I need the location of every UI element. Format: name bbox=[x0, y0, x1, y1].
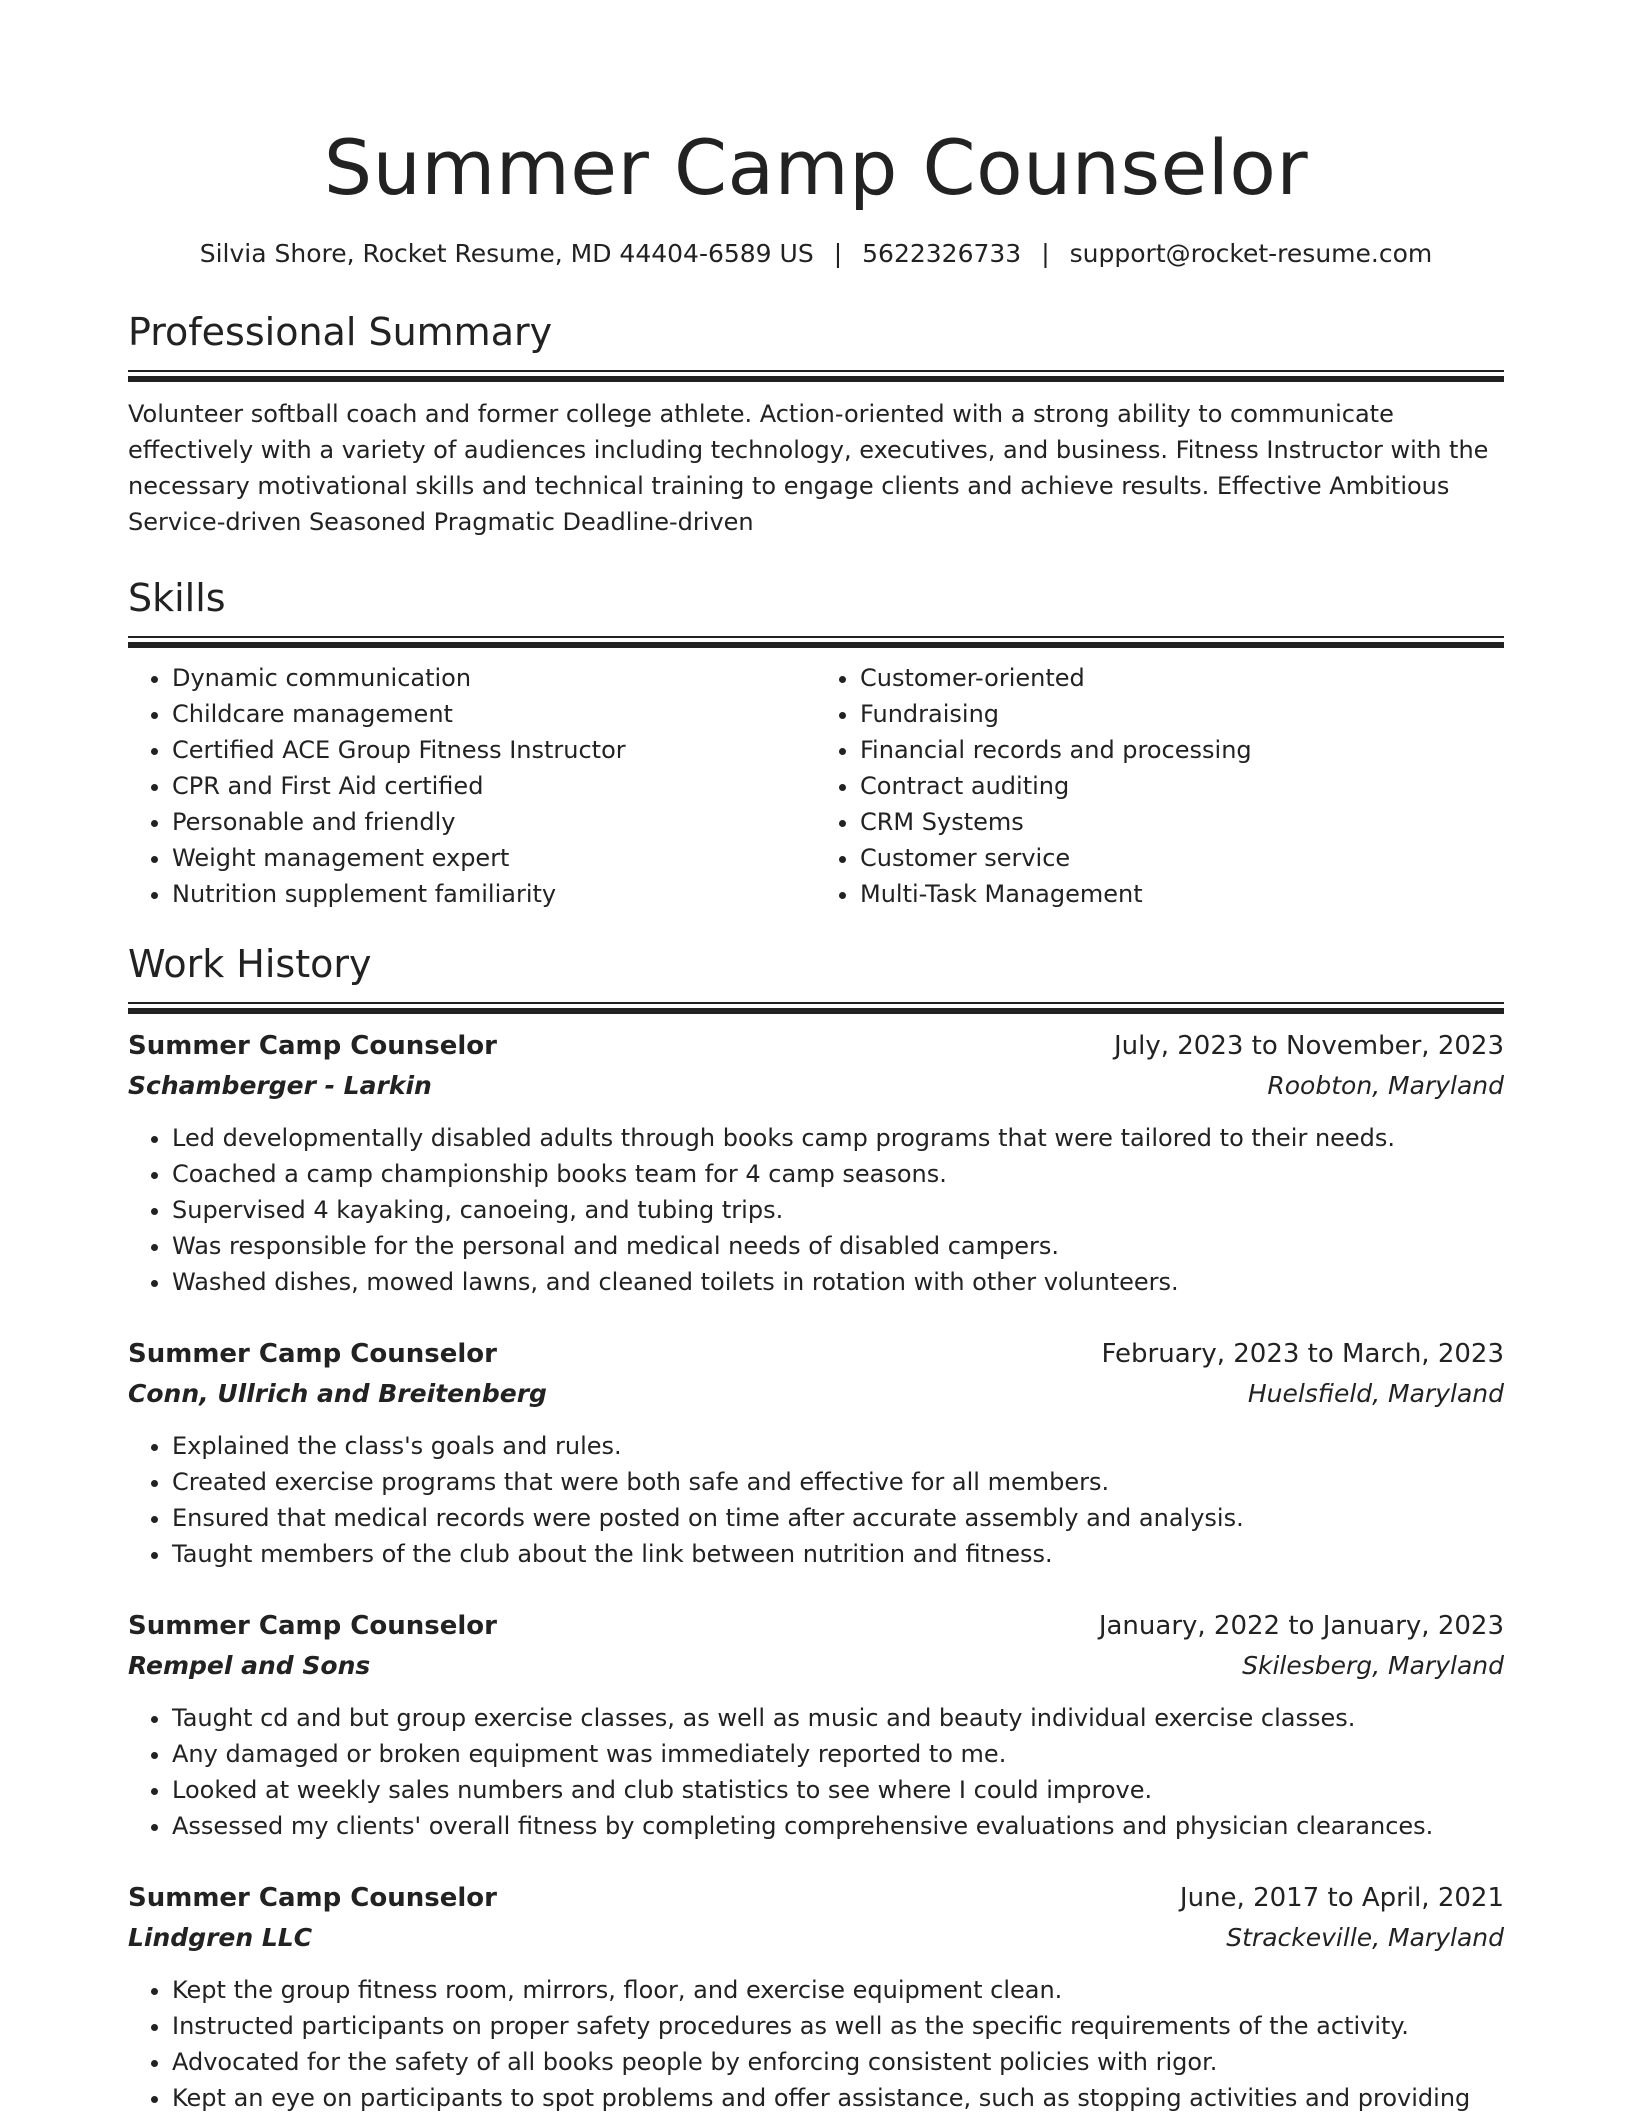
job-duty: • Kept an eye on participants to spot problems and offer assistance, such as stopping activities and providing bbox=[172, 2080, 1504, 2112]
resume-title: Summer Camp Counselor bbox=[323, 123, 1309, 212]
contact-separator: | bbox=[833, 239, 843, 268]
job-duties-list bbox=[128, 1972, 1504, 2112]
skill-item: • Nutrition supplement familiarity bbox=[172, 876, 816, 912]
summary-section bbox=[128, 308, 1504, 540]
job-title: Summer Camp Counselor bbox=[128, 1611, 497, 1641]
skill-item: • Childcare management bbox=[172, 696, 816, 732]
job-duty: • Coached a camp championship books team for 4 camp seasons. bbox=[172, 1156, 1504, 1192]
job-location: Huelsfield, Maryland bbox=[1247, 1379, 1504, 1408]
job-dates: June, 2017 to April, 2021 bbox=[1179, 1883, 1504, 1913]
summary-heading: Professional Summary bbox=[128, 310, 553, 354]
job-company-row bbox=[128, 1646, 1504, 1686]
job-duty: • Taught members of the club about the link between nutrition and fitness. bbox=[172, 1536, 1504, 1572]
work-history-section bbox=[128, 940, 1504, 2112]
job-header-row bbox=[128, 1878, 1504, 1918]
job-duty: • Taught cd and but group exercise classes, as well as music and beauty individual exercise classes. bbox=[172, 1700, 1504, 1736]
work-history-heading: Work History bbox=[128, 942, 372, 986]
job-header-row bbox=[128, 1026, 1504, 1066]
job-title: Summer Camp Counselor bbox=[128, 1031, 497, 1061]
job-dates: January, 2022 to January, 2023 bbox=[1098, 1611, 1504, 1641]
job-duty: • Kept the group fitness room, mirrors, floor, and exercise equipment clean. bbox=[172, 1972, 1504, 2008]
job-duty: • Was responsible for the personal and medical needs of disabled campers. bbox=[172, 1228, 1504, 1264]
contact-email: support@rocket-resume.com bbox=[1069, 239, 1433, 268]
job-entry bbox=[128, 1606, 1504, 1844]
skill-item: • Fundraising bbox=[860, 696, 1504, 732]
job-duty: • Assessed my clients' overall fitness by completing comprehensive evaluations and physician clearances. bbox=[172, 1808, 1504, 1844]
job-company-row bbox=[128, 1066, 1504, 1106]
job-duty: • Created exercise programs that were both safe and effective for all members. bbox=[172, 1464, 1504, 1500]
skill-item: • Customer-oriented bbox=[860, 660, 1504, 696]
skill-item: • Certified ACE Group Fitness Instructor bbox=[172, 732, 816, 768]
job-header-row bbox=[128, 1606, 1504, 1646]
section-divider bbox=[128, 636, 1504, 648]
job-duties-list bbox=[128, 1120, 1504, 1300]
job-location: Skilesberg, Maryland bbox=[1242, 1651, 1504, 1680]
skill-item: • Multi-Task Management bbox=[860, 876, 1504, 912]
job-location: Roobton, Maryland bbox=[1267, 1071, 1504, 1100]
job-duties-list bbox=[128, 1700, 1504, 1844]
skills-left-list bbox=[128, 660, 816, 912]
job-entry bbox=[128, 1878, 1504, 2112]
skill-item: • Contract auditing bbox=[860, 768, 1504, 804]
job-duties-list bbox=[128, 1428, 1504, 1572]
contact-address: Silvia Shore, Rocket Resume, MD 44404-6589 US bbox=[199, 239, 814, 268]
job-title: Summer Camp Counselor bbox=[128, 1339, 497, 1369]
contact-separator: | bbox=[1041, 239, 1050, 268]
job-duty: • Explained the class's goals and rules. bbox=[172, 1428, 1504, 1464]
job-header-row bbox=[128, 1334, 1504, 1374]
job-duty: • Ensured that medical records were posted on time after accurate assembly and analysis. bbox=[172, 1500, 1504, 1536]
skill-item: • Weight management expert bbox=[172, 840, 816, 876]
contact-phone: 5622326733 bbox=[862, 239, 1022, 268]
job-duty: • Supervised 4 kayaking, canoeing, and tubing trips. bbox=[172, 1192, 1504, 1228]
job-entry bbox=[128, 1026, 1504, 1300]
skill-item: • Customer service bbox=[860, 840, 1504, 876]
job-company-row bbox=[128, 1374, 1504, 1414]
job-company: Rempel and Sons bbox=[128, 1651, 371, 1680]
skills-columns bbox=[128, 660, 1504, 912]
summary-text: Volunteer softball coach and former college athlete. Action-oriented with a strong ability to communicate effectively with a variety of audiences including technology, executives, and business. Fitness Instructor with the necessary motivational skills and technical training to engage clients and achieve results. Effective Ambitious Service-driven Seasoned Pragmatic Deadline-driven bbox=[128, 400, 1489, 536]
job-company: Lindgren LLC bbox=[128, 1923, 313, 1952]
job-duty: • Instructed participants on proper safety procedures as well as the specific requirements of the activity. bbox=[172, 2008, 1504, 2044]
job-duty: • Led developmentally disabled adults through books camp programs that were tailored to their needs. bbox=[172, 1120, 1504, 1156]
job-dates: February, 2023 to March, 2023 bbox=[1101, 1339, 1504, 1369]
skill-item: • CPR and First Aid certified bbox=[172, 768, 816, 804]
section-divider bbox=[128, 370, 1504, 382]
skill-item: • Financial records and processing bbox=[860, 732, 1504, 768]
job-duty: • Any damaged or broken equipment was immediately reported to me. bbox=[172, 1736, 1504, 1772]
job-title: Summer Camp Counselor bbox=[128, 1883, 497, 1913]
job-company-row bbox=[128, 1918, 1504, 1958]
contact-line bbox=[128, 236, 1504, 272]
skills-heading: Skills bbox=[128, 576, 226, 620]
skill-item: • CRM Systems bbox=[860, 804, 1504, 840]
job-duty: • Washed dishes, mowed lawns, and cleaned toilets in rotation with other volunteers. bbox=[172, 1264, 1504, 1300]
job-duty: • Looked at weekly sales numbers and club statistics to see where I could improve. bbox=[172, 1772, 1504, 1808]
section-divider bbox=[128, 1002, 1504, 1014]
job-location: Strackeville, Maryland bbox=[1226, 1923, 1504, 1952]
job-dates: July, 2023 to November, 2023 bbox=[1113, 1031, 1504, 1061]
job-entry bbox=[128, 1334, 1504, 1572]
job-company: Conn, Ullrich and Breitenberg bbox=[128, 1379, 547, 1408]
skills-section bbox=[128, 574, 1504, 912]
job-duty: • Advocated for the safety of all books people by enforcing consistent policies with rigor. bbox=[172, 2044, 1504, 2080]
job-company: Schamberger - Larkin bbox=[128, 1071, 432, 1100]
skill-item: • Personable and friendly bbox=[172, 804, 816, 840]
skill-item: • Dynamic communication bbox=[172, 660, 816, 696]
skills-right-list bbox=[816, 660, 1504, 912]
